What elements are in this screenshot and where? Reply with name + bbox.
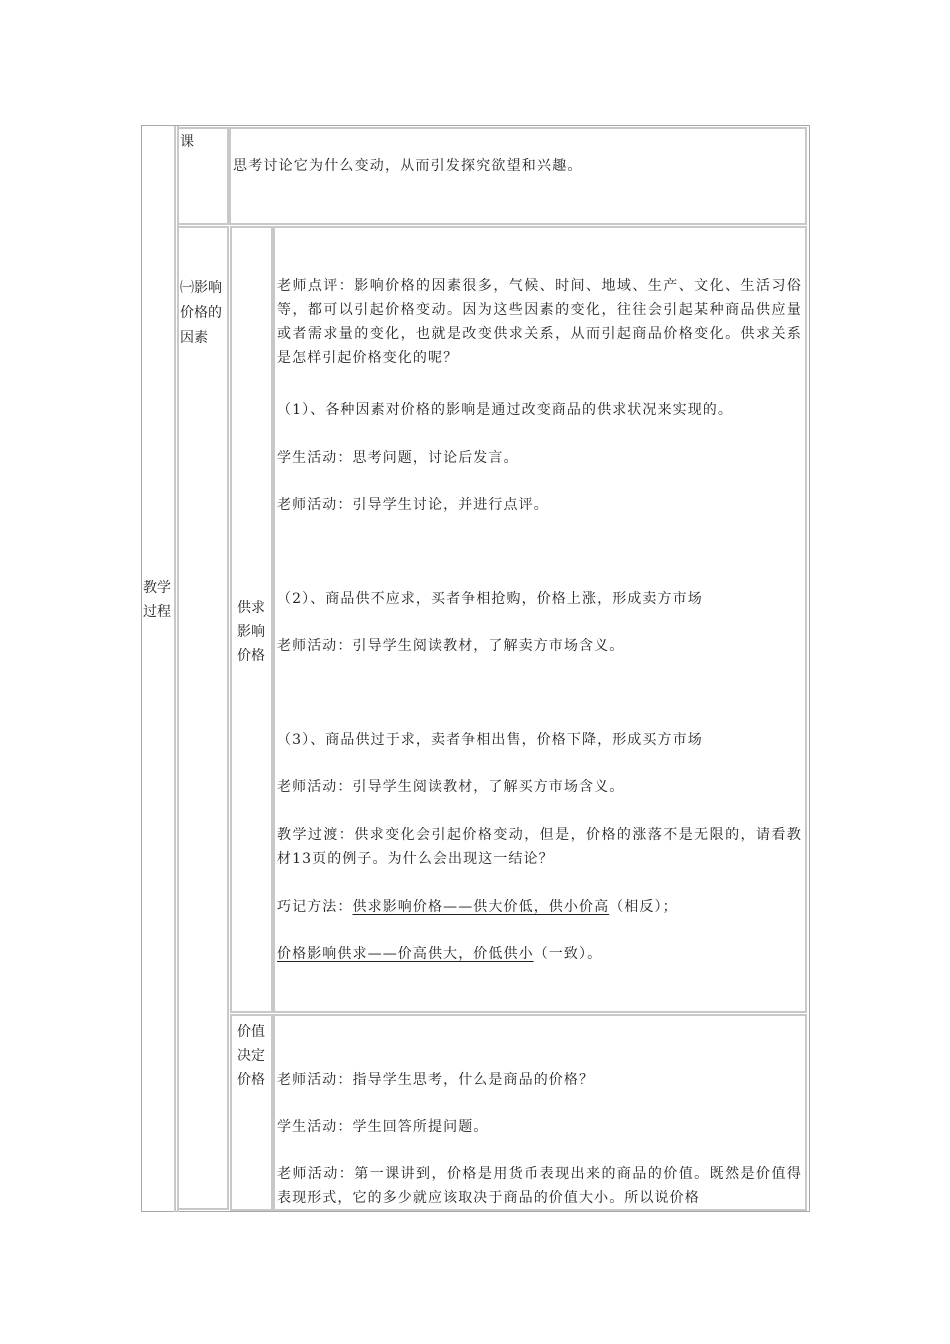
section-one-label: ㈠影响价格的因素 [180, 280, 222, 346]
price-affects-supply-underlined: 价格影响供求——价高供大，价低供小 [277, 946, 534, 962]
memory-method-underlined: 供求影响价格——供大价低，供小价高 [352, 899, 610, 915]
paragraph-point-2: （2）、商品供不应求，买者争相抢购，价格上涨，形成卖方市场 [277, 591, 703, 607]
course-label: 课 [180, 134, 195, 150]
column-divider-left [174, 126, 176, 1212]
paragraph-point-3: （3）、商品供过于求，卖者争相出售，价格下降，形成买方市场 [277, 732, 703, 748]
price-affects-supply-suffix: （一致）。 [533, 946, 603, 962]
memory-method-prefix: 巧记方法： [277, 899, 353, 915]
section-one-sublabel: 供求影响价格 [237, 600, 265, 664]
paragraph-teacher-comment: 老师点评：影响价格的因素很多，气候、时间、地域、生产、文化、生活习俗等，都可以引起价格变动。因为这些因素的变化，往往会引起某种商品供应量或者需求量的变化，也就是改变供求关系，从而引起商品价格变化。供求关系是怎样引起价格变化的呢？ [277, 278, 802, 366]
paragraph-student-answer: 学生活动：学生回答所提问题。 [277, 1119, 489, 1135]
paragraph-teacher-guide-price: 老师活动：指导学生思考，什么是商品的价格？ [277, 1072, 595, 1088]
paragraph-price-affects-supply [277, 942, 802, 966]
paragraph-teacher-value-price: 老师活动：第一课讲到，价格是用货币表现出来的商品的价值。既然是价值得表现形式，它的多少就应该取决于商品的价值大小。所以说价格 [277, 1166, 802, 1206]
paragraph-point-1: （1）、各种因素对价格的影响是通过改变商品的供求状况来实现的。 [277, 402, 734, 418]
row-header-teaching-process: 教学过程 [143, 580, 171, 620]
paragraph-teacher-activity-seller-market: 老师活动：引导学生阅读教材，了解卖方市场含义。 [277, 638, 625, 654]
paragraph-student-activity: 学生活动：思考问题，讨论后发言。 [277, 450, 519, 466]
section-two-sublabel: 价值决定价格 [237, 1024, 265, 1088]
course-text: 思考讨论它为什么变动，从而引发探究欲望和兴趣。 [233, 158, 583, 174]
paragraph-teaching-transition: 教学过渡：供求变化会引起价格变动，但是，价格的涨落不是无限的，请看教材13页的例子。为什么会出现这一结论？ [277, 827, 802, 867]
section-one-label-cell [177, 226, 229, 1210]
paragraph-teacher-activity-discuss: 老师活动：引导学生讨论，并进行点评。 [277, 497, 549, 513]
paragraph-memory-method [277, 895, 802, 919]
memory-method-suffix: （相反）； [609, 899, 678, 915]
paragraph-teacher-activity-buyer-market: 老师活动：引导学生阅读教材，了解买方市场含义。 [277, 779, 625, 795]
